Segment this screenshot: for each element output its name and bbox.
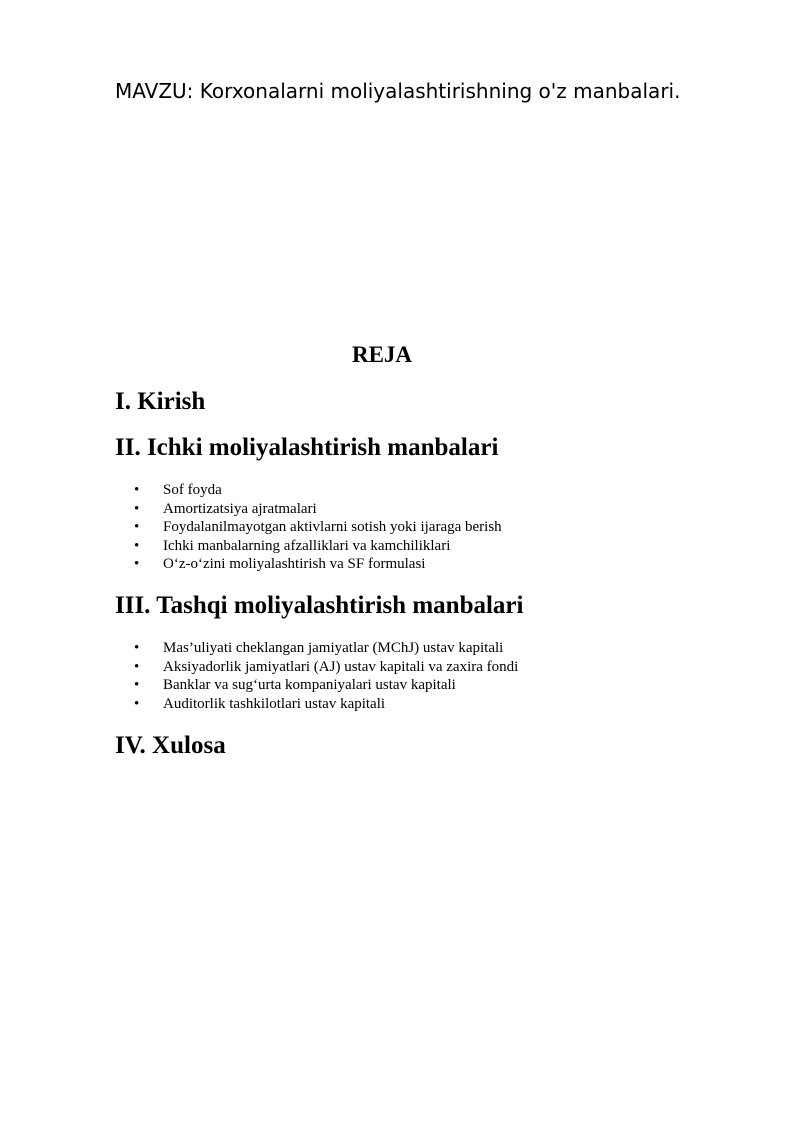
bullet-icon: • [134, 482, 140, 498]
external-sources-list [134, 639, 518, 713]
section-heading-conclusion: IV. Xulosa [115, 732, 226, 759]
list-item-label: Sof foyda [163, 482, 222, 498]
list-item [134, 500, 502, 519]
section-heading-internal-sources: II. Ichki moliyalashtirish manbalari [115, 434, 499, 461]
list-item-label: Ichki manbalarning afzalliklari va kamchiliklari [163, 537, 451, 554]
bullet-icon: • [134, 695, 140, 712]
list-item [134, 481, 502, 500]
list-item [134, 537, 502, 556]
list-item [134, 658, 518, 677]
list-item [134, 695, 518, 714]
bullet-icon: • [134, 658, 140, 675]
list-item [134, 676, 518, 695]
list-item-label: Aksiyadorlik jamiyatlari (AJ) ustav kapitali va zaxira fondi [163, 658, 519, 675]
list-item [134, 518, 502, 537]
plan-title: REJA [351, 342, 413, 367]
bullet-icon: • [134, 640, 140, 656]
section-heading-external-sources: III. Tashqi moliyalashtirish manbalari [115, 592, 524, 619]
list-item [134, 639, 518, 658]
bullet-icon: • [134, 556, 140, 572]
topic-title: MAVZU: Korxonalarni moliyalashtirishning o'z manbalari. [115, 79, 681, 103]
list-item-label: Amortizatsiya ajratmalari [163, 500, 317, 517]
section-heading-intro: I. Kirish [115, 388, 206, 415]
list-item-label: Foydalanilmayotgan aktivlarni sotish yoki ijaraga berish [163, 519, 502, 535]
bullet-icon: • [134, 677, 140, 693]
internal-sources-list [134, 481, 502, 574]
list-item [134, 555, 502, 574]
list-item-label: O‘z-o‘zini moliyalashtirish va SF formulasi [163, 556, 426, 572]
list-item-label: Mas’uliyati cheklangan jamiyatlar (MChJ) ustav kapitali [163, 640, 504, 656]
bullet-icon: • [134, 537, 140, 554]
list-item-label: Auditorlik tashkilotlari ustav kapitali [163, 695, 386, 712]
bullet-icon: • [134, 519, 140, 535]
bullet-icon: • [134, 500, 140, 517]
list-item-label: Banklar va sug‘urta kompaniyalari ustav kapitali [163, 677, 456, 693]
